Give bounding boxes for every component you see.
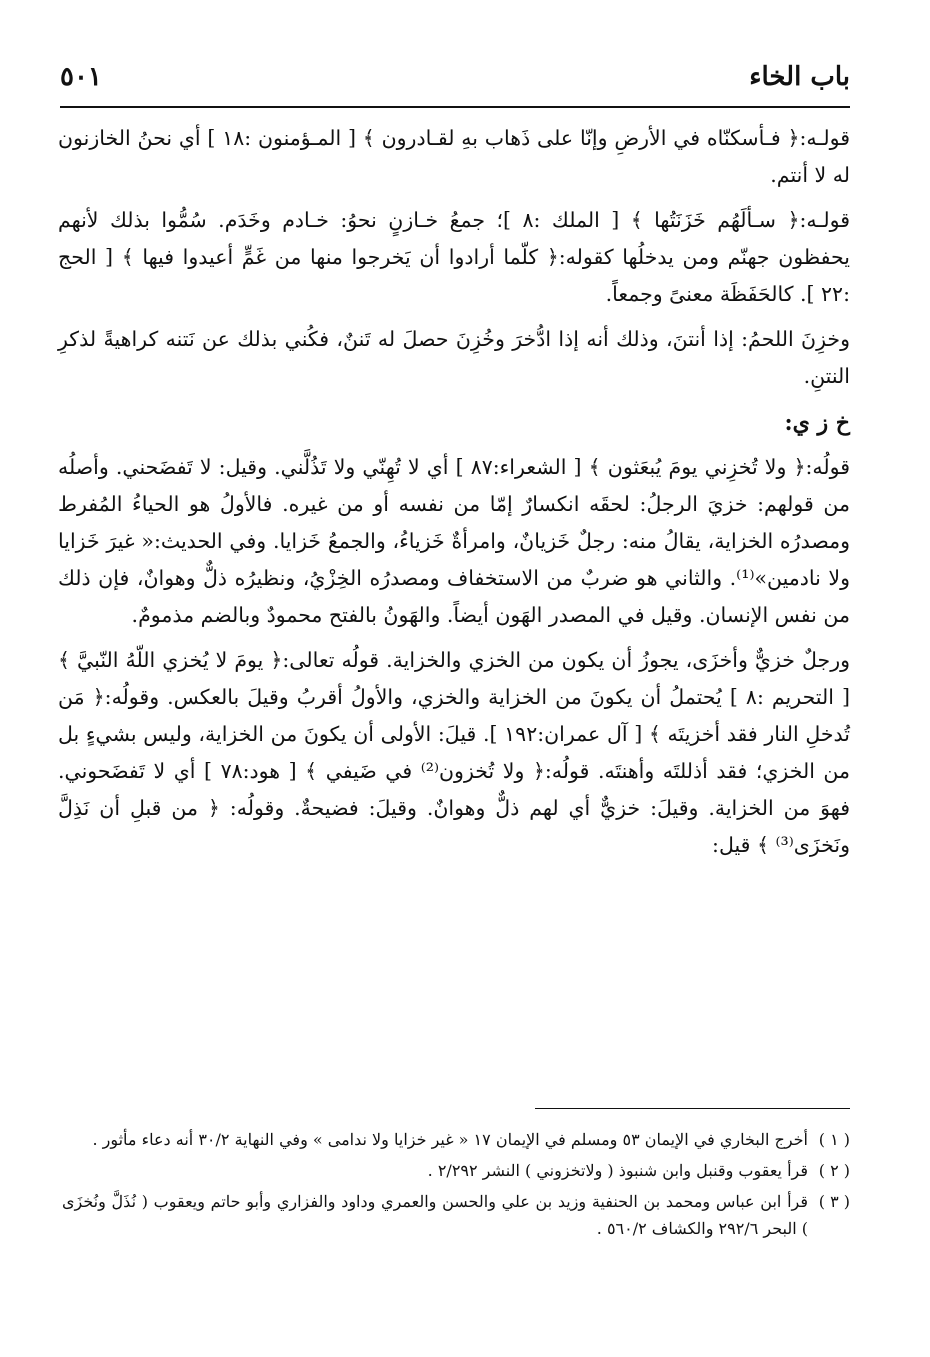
paragraph: قولـه:﴿ سـألَهُم خَزَنَتُها ﴾ [ الملك :٨ ]؛ جمعُ خـازنٍ نحوُ: خـادم وخَدَم. سُمُّوا بذلك لأنهم يحفظون جهنّم ومن يدخلُها كقوله:﴿ كلّما أرادوا أن يَخرجوا منها من غَمٍّ أعيدوا فيها ﴾ [ الحج :٢٢ ]. كالحَفَظَة معنىً وجمعاً. <box>58 208 850 306</box>
paragraph: وخزِنَ اللحمُ: إذا أنتنَ، وذلك أنه إذا ادُّخرَ وخُزِنَ حصلَ له تَننٌ، فكُني بذلك عن نَتنه كراهيةً لذكرِ النتنِ. <box>58 327 850 388</box>
footnote <box>62 1188 850 1242</box>
footnote-divider <box>535 1108 850 1109</box>
footnote-text: أخرج البخاري في الإيمان ٥٣ ومسلم في الإيمان ١٧ « غير خزايا ولا ندامى » وفي النهاية ٣٠/٢ أنه دعاء مأثور . <box>92 1130 808 1149</box>
header-divider <box>60 106 850 108</box>
entry-heading: خ ز ي: <box>784 410 850 436</box>
main-text <box>58 120 850 872</box>
running-header <box>60 62 850 102</box>
page-number: ٥٠١ <box>60 62 102 92</box>
paragraph: ورجلٌ خزيٌّ وأخزَى، يجوزُ أن يكون من الخزي والخزاية. قولُه تعالى:﴿ يومَ لا يُخزي اللّهُ النّبيَّ ﴾ [ التحريم :٨ ] يُحتملُ أن يكونَ من الخزاية والخزي، والأولُ أقربُ وقيلَ بالعكس. وقولُه:﴿ مَن تُدخلِ النار فقد أخزيتَه ﴾ [ آل عمران:١٩٢ ]. قيلَ: الأولى أن يكونَ من الخزاية، وليس بشيءٍ بل من الخزي؛ فقد أذللتَه وأهنتَه. قولُه:﴿ ولا تُخزون⁽²⁾ في ضَيفي ﴾ [ هود:٧٨ ] أي لا تَفضَحوني. فهوَ من الخزاية. وقيلَ: خزيٌّ أي لهم ذلٌّ وهوانٌ. وقيلَ: فضيحةٌ. وقولُه: ﴿ من قبلِ أن نَذِلَّ ونَخزَى⁽³⁾ ﴾ قيل: <box>58 648 851 857</box>
footnote-number: ( ٣ ) <box>818 1192 850 1211</box>
footnote <box>62 1126 850 1153</box>
paragraph: قولـه:﴿ فـأسكنّاه في الأرضِ وإنّا على ذَهاب بهِ لقـادرون ﴾ [ المـؤمنون :١٨ ] أي نحنُ الخازنون له لا أنتم. <box>58 126 850 187</box>
footnote-text: قرأ يعقوب وقنبل وابن شنبوذ ( ولاتخزوني ) النشر ٢/٢٩٢ . <box>427 1161 808 1180</box>
paragraph: قولُه:﴿ ولا تُخزِني يومَ يُبعَثون ﴾ [ الشعراء:٨٧ ] أي لا تُهِنّي ولا تَذُلَّني. وقيل: لا تَفضَحني. وأصلُه من قولهم: خزيَ الرجلُ: لحقَه انكسارٌ إمّا من نفسه أو من غيره. فالأولُ هو الحياءُ المُفرط ومصدرُه الخزاية، يقالُ منه: رجلٌ خَزيانٌ، وامرأةٌ خَزياءُ، والجمعُ خَزايا. وفي الحديث:« غيرَ خَزايا ولا نادمين»⁽¹⁾. والثاني هو ضربٌ من الاستخفاف ومصدرُه الخِزْيُ، ونظيرُه ذلٌّ وهوانٌ، فإن ذلك من نفس الإنسان. وقيل في المصدر الهَون أيضاً. والهَونُ بالفتح محمودٌ وبالضم مذمومٌ. <box>58 455 851 627</box>
footnotes <box>62 1126 850 1246</box>
footnote-number: ( ١ ) <box>818 1130 850 1149</box>
footnote-number: ( ٢ ) <box>818 1161 850 1180</box>
footnote-text: قرأ ابن عباس ومحمد بن الحنفية وزيد بن علي والحسن والعمري وداود والفزاري وأبو حاتم ويعقوب ( نُذَلَّ ونُخزَى ) البحر ٢٩٢/٦ والكشاف ٥٦٠/٢ . <box>62 1192 808 1238</box>
chapter-title: باب الخاء <box>749 62 850 92</box>
footnote <box>62 1157 850 1184</box>
